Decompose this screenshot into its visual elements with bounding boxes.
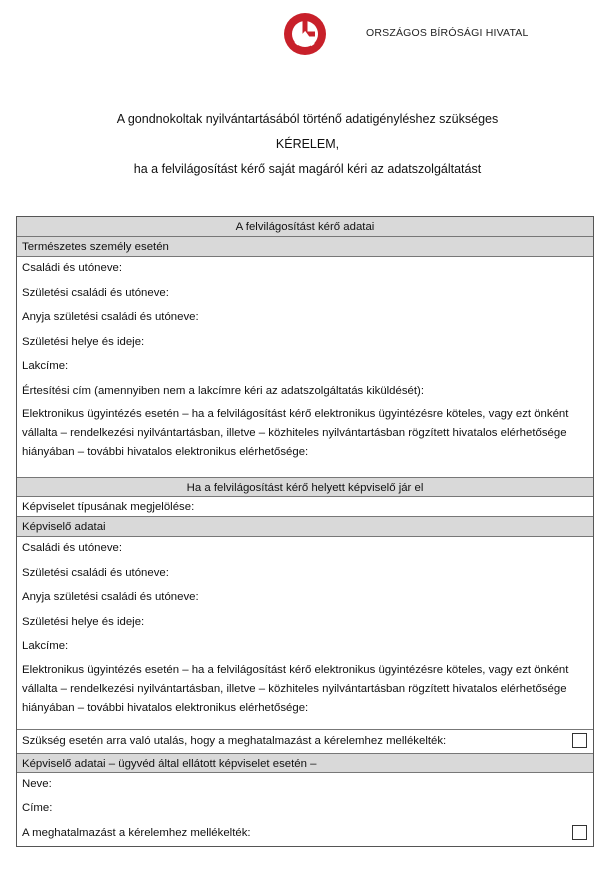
rep-field-address[interactable]: Lakcíme:: [22, 640, 69, 652]
document-title: [0, 113, 615, 188]
title-line-1: A gondnokoltak nyilvántartásából történő adatigényléshez szükséges: [116, 112, 499, 126]
obh-logo-icon: [283, 12, 327, 56]
rep-field-birth-name[interactable]: Születési családi és utóneve:: [22, 566, 169, 579]
rep-authorization-label: Szükség esetén arra való utalás, hogy a meghatalmazást a kérelemhez mellékelték:: [22, 734, 447, 747]
title-line-2: KÉRELEM,: [275, 137, 340, 151]
subheading-natural-person: Természetes személy esetén: [17, 237, 593, 257]
page-header: [0, 0, 615, 80]
organization-name: ORSZÁGOS BÍRÓSÁGI HIVATAL: [366, 27, 529, 39]
rep-authorization-checkbox[interactable]: [572, 733, 587, 748]
rep-field-electronic-contact[interactable]: Elektronikus ügyintézés esetén – ha a felvilágosítást kérő elektronikus ügyintézésre köteles, vagy ezt önként vállalta – rendelkezési nyilvántartásban, illetve – közhiteles nyilvántartásban rögzített hivatalos elérhetősége hiányában – további hivatalos elektronikus elérhetősége:: [22, 663, 569, 714]
lawyer-authorization-checkbox[interactable]: [572, 825, 587, 840]
field-name[interactable]: Családi és utóneve:: [22, 262, 123, 274]
subheading-representative-data: Képviselő adatai: [17, 517, 593, 537]
field-address[interactable]: Lakcíme:: [22, 360, 69, 372]
lawyer-field-address[interactable]: Címe:: [22, 802, 53, 814]
field-electronic-contact[interactable]: Elektronikus ügyintézés esetén – ha a felvilágosítást kérő elektronikus ügyintézésre köteles, vagy ezt önként vállalta – rendelkezési nyilvántartásban, illetve – közhiteles nyilvántartásban rögzített hivatalos elérhetősége hiányában – további hivatalos elektronikus elérhetősége:: [22, 408, 569, 458]
section-heading-requester: A felvilágosítást kérő adatai: [17, 217, 593, 237]
field-notification-address[interactable]: Értesítési cím (amennyiben nem a lakcímre kéri az adatszolgáltatás kiküldését):: [22, 384, 425, 397]
field-birth-name[interactable]: Születési családi és utóneve:: [22, 286, 169, 299]
field-mother-name[interactable]: Anyja születési családi és utóneve:: [22, 311, 199, 323]
title-line-3: ha a felvilágosítást kérő saját magáról kéri az adatszolgáltatást: [133, 162, 482, 176]
lawyer-authorization-label: A meghatalmazást a kérelemhez mellékelték:: [22, 826, 251, 839]
subheading-lawyer-representative: Képviselő adatai – ügyvéd által ellátott képviselet esetén –: [17, 753, 593, 773]
rep-field-mother-name[interactable]: Anyja születési családi és utóneve:: [22, 591, 199, 603]
lawyer-field-name[interactable]: Neve:: [22, 777, 52, 790]
rep-field-birth-place-date[interactable]: Születési helye és ideje:: [22, 615, 145, 628]
lawyer-authorization-row: [17, 822, 593, 846]
field-representation-type[interactable]: Képviselet típusának megjelölése:: [17, 497, 593, 517]
request-form: [16, 216, 594, 847]
rep-field-name[interactable]: Családi és utóneve:: [22, 542, 123, 554]
rep-authorization-row: [17, 729, 593, 753]
field-birth-place-date[interactable]: Születési helye és ideje:: [22, 335, 145, 348]
section-heading-representative: Ha a felvilágosítást kérő helyett képviselő jár el: [17, 477, 593, 497]
